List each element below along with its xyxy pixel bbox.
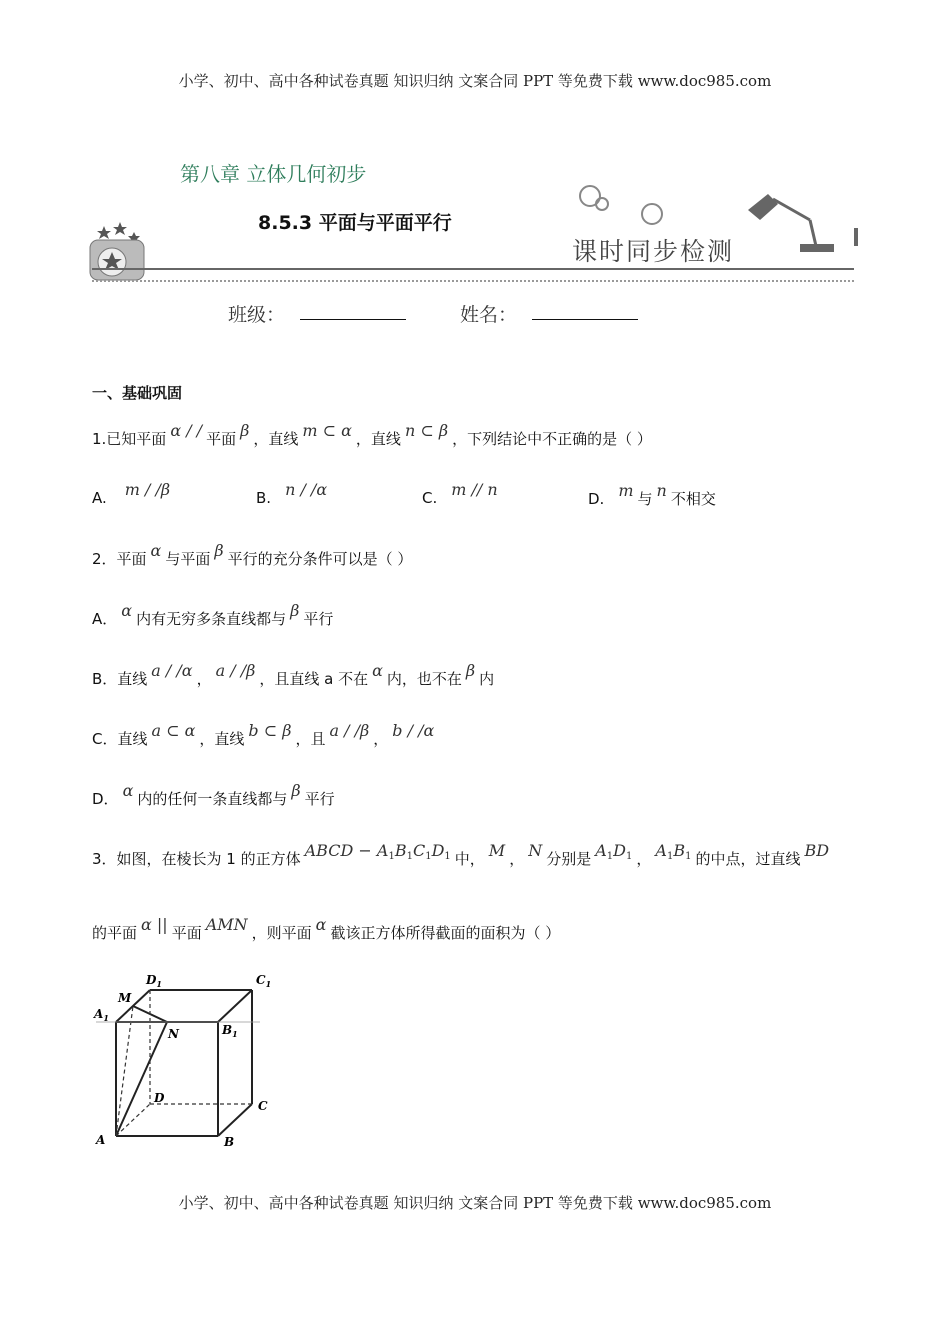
option-text: 内的任何一条直线都与 bbox=[137, 790, 288, 808]
label-c1: $C_1$ bbox=[256, 973, 272, 989]
name-label: 姓名： bbox=[460, 304, 518, 326]
q1-option-b[interactable] bbox=[256, 480, 331, 507]
q3-math: α bbox=[315, 915, 327, 934]
q2-math: α bbox=[150, 541, 162, 560]
q3-text: ， bbox=[509, 850, 525, 868]
q3-edge-a1d1 bbox=[595, 841, 632, 860]
q3-text: 平面 bbox=[171, 924, 202, 942]
q3-math: M bbox=[488, 841, 506, 860]
option-text: 内，也不在 bbox=[386, 670, 462, 688]
option-label: D． bbox=[92, 790, 119, 808]
q2-text: 2．平面 bbox=[92, 550, 147, 568]
page-header: 小学、初中、高中各种试卷真题 知识归纳 文案合同 PPT 等免费下载 www.doc985.com bbox=[178, 72, 772, 90]
option-label: B. bbox=[256, 489, 272, 507]
option-math: b / /α bbox=[392, 721, 435, 740]
option-math: b ⊂ β bbox=[248, 721, 292, 740]
label-c: C bbox=[258, 1099, 268, 1113]
q3-text: ， bbox=[636, 850, 652, 868]
q3-sub: 1 bbox=[666, 851, 674, 862]
q3-sub: 1 bbox=[425, 851, 432, 862]
q3-sub: 1 bbox=[606, 851, 614, 862]
q3-math: D bbox=[431, 841, 445, 860]
option-text: 内有无穷多条直线都与 bbox=[136, 610, 287, 628]
label-a1: $A_1$ bbox=[94, 1007, 109, 1023]
q3-math: C bbox=[412, 841, 426, 860]
q2-option-c[interactable] bbox=[92, 721, 438, 749]
q1-text-5: ，下列结论中不正确的是（ ） bbox=[452, 430, 652, 448]
q3-sub: 1 bbox=[625, 851, 633, 862]
q3-math: B bbox=[673, 841, 686, 860]
banner-divider bbox=[92, 268, 854, 282]
option-text: ，且 bbox=[295, 730, 326, 748]
option-text: 平行 bbox=[303, 610, 334, 628]
q1-text-2: 平面 bbox=[206, 430, 237, 448]
option-math: n / /α bbox=[285, 480, 328, 499]
q2-text: 与平面 bbox=[165, 550, 211, 568]
q3-math: A bbox=[595, 841, 607, 860]
q3-math: D bbox=[613, 841, 626, 860]
label-b1: $B_1$ bbox=[222, 1023, 238, 1039]
q1-option-a[interactable] bbox=[92, 480, 174, 507]
q2-option-b[interactable] bbox=[92, 661, 495, 689]
chapter-title: 第八章 立体几何初步 bbox=[180, 162, 367, 186]
q3-sub: 1 bbox=[685, 851, 692, 862]
q1-math-4: n ⊂ β bbox=[404, 421, 449, 440]
q3-math: A bbox=[655, 841, 667, 860]
label-n: N bbox=[168, 1027, 179, 1041]
cube-figure bbox=[88, 968, 288, 1154]
q3-sub: 1 bbox=[406, 851, 413, 862]
q2-option-a[interactable] bbox=[92, 601, 334, 629]
q3-math: N bbox=[528, 841, 543, 860]
option-label: C．直线 bbox=[92, 730, 148, 748]
option-math: α bbox=[372, 661, 383, 680]
option-math: a / /α bbox=[151, 661, 193, 680]
q1-math-2: β bbox=[240, 421, 250, 440]
option-label: A． bbox=[92, 610, 118, 628]
section-title: 8.5.3 平面与平面平行 bbox=[258, 212, 452, 234]
q3-stem-line2 bbox=[92, 915, 561, 943]
q2-text: 平行的充分条件可以是（ ） bbox=[227, 550, 413, 568]
option-text: 内 bbox=[479, 670, 495, 688]
q2-option-d[interactable] bbox=[92, 781, 335, 809]
q3-edge-a1b1 bbox=[655, 841, 691, 860]
option-text: ， bbox=[373, 730, 389, 748]
q1-option-c[interactable] bbox=[422, 480, 502, 507]
label-a: A bbox=[96, 1133, 106, 1147]
option-math: n bbox=[656, 481, 667, 500]
q1-text-1: 1.已知平面 bbox=[92, 430, 167, 448]
q1-option-d[interactable] bbox=[588, 481, 716, 509]
option-text: 平行 bbox=[304, 790, 335, 808]
q3-text: 中， bbox=[454, 850, 485, 868]
option-math: β bbox=[465, 661, 476, 680]
q1-math-3: m ⊂ α bbox=[302, 421, 352, 440]
q3-text: 分别是 bbox=[546, 850, 592, 868]
class-label: 班级： bbox=[228, 304, 286, 326]
option-text: 与 bbox=[637, 490, 653, 508]
q3-math: ABCD − A bbox=[304, 841, 389, 860]
option-text: ， bbox=[196, 670, 212, 688]
q3-stem-line1 bbox=[92, 841, 833, 870]
q3-text: 截该正方体所得截面的面积为（ ） bbox=[330, 924, 561, 942]
option-math: m // n bbox=[451, 480, 498, 499]
q3-text: ，则平面 bbox=[251, 924, 312, 942]
q3-text: 3．如图，在棱长为 1 的正方体 bbox=[92, 850, 301, 868]
q3-math: AMN bbox=[205, 915, 248, 934]
option-label: A. bbox=[92, 489, 107, 507]
q2-math: β bbox=[214, 541, 224, 560]
q3-cube-name bbox=[305, 841, 451, 860]
option-text: ，且直线 a 不在 bbox=[259, 670, 369, 688]
option-label: B．直线 bbox=[92, 670, 148, 688]
option-text: 不相交 bbox=[670, 490, 716, 508]
q1-text-3: ，直线 bbox=[253, 430, 299, 448]
q3-math: B bbox=[394, 841, 407, 860]
option-math: α bbox=[122, 781, 134, 800]
option-math: a / /β bbox=[215, 661, 256, 680]
q3-sub: 1 bbox=[388, 851, 395, 862]
q2-stem bbox=[92, 541, 413, 569]
option-math: a / /β bbox=[329, 721, 370, 740]
class-blank[interactable] bbox=[300, 301, 406, 320]
option-label: D. bbox=[588, 490, 605, 508]
page-footer: 小学、初中、高中各种试卷真题 知识归纳 文案合同 PPT 等免费下载 www.doc985.com bbox=[178, 1194, 772, 1212]
label-b: B bbox=[224, 1135, 235, 1149]
q3-text: 的中点，过直线 bbox=[695, 850, 801, 868]
part1-heading: 一、基础巩固 bbox=[92, 384, 183, 402]
q1-math-1: α / / bbox=[170, 421, 203, 440]
option-math: β bbox=[291, 781, 301, 800]
label-m: M bbox=[118, 991, 132, 1005]
option-math: m / /β bbox=[124, 480, 171, 499]
banner-tag: 课时同步检测 bbox=[572, 237, 735, 266]
q3-sub: 1 bbox=[444, 851, 451, 862]
option-math: α bbox=[121, 601, 133, 620]
q1-text-4: ，直线 bbox=[355, 430, 401, 448]
option-math: β bbox=[290, 601, 300, 620]
option-math: a ⊂ α bbox=[151, 721, 196, 740]
q3-text: 的平面 bbox=[92, 924, 138, 942]
option-text: ，直线 bbox=[199, 730, 245, 748]
q3-math: α || bbox=[141, 915, 168, 934]
label-d: D bbox=[154, 1091, 165, 1105]
name-blank[interactable] bbox=[532, 301, 638, 320]
label-d1: $D_1$ bbox=[146, 973, 162, 989]
option-math: m bbox=[618, 481, 634, 500]
option-label: C. bbox=[422, 489, 438, 507]
q1-stem bbox=[92, 421, 652, 449]
q3-math: BD bbox=[804, 841, 830, 860]
